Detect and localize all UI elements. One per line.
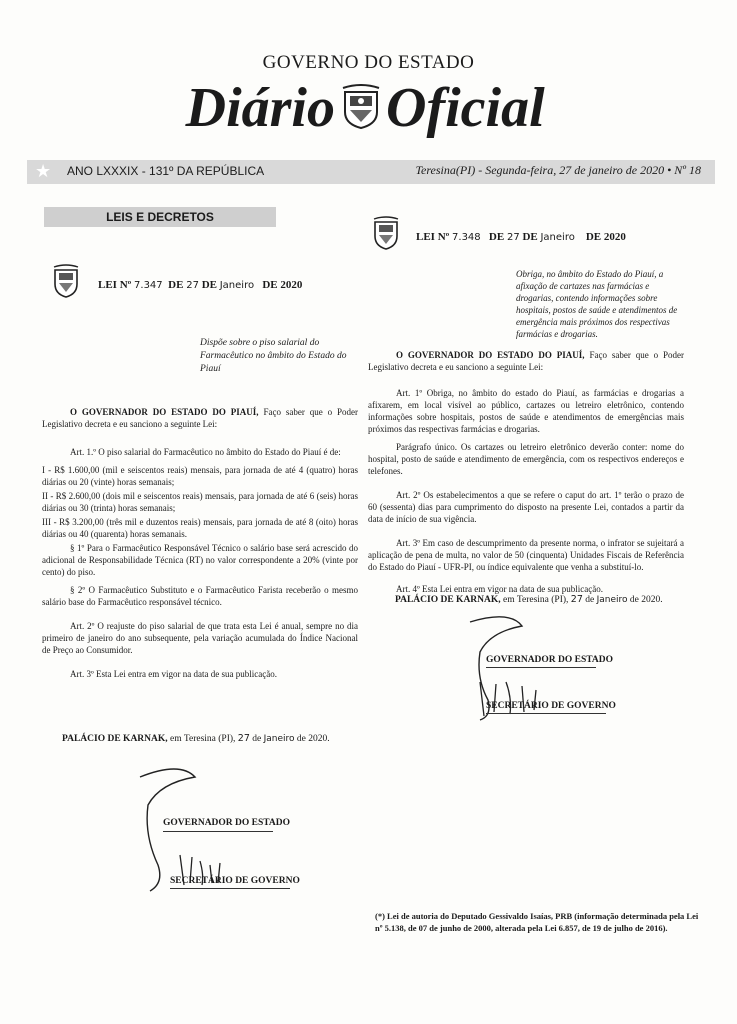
law2-number: 7.348 [452, 232, 481, 243]
law2-ementa: Obriga, no âmbito do Estado do Piauí, a afixação de cartazes nas farmácias e drogarias, contendo informações sobre hospitais, postos de saúde e atendimentos de emergência mais próximos dos respectivas farmácias e drogarias. [516, 269, 678, 339]
law2-intro: Faço saber que o Poder Legislativo decreta e eu sanciono a seguinte Lei: [368, 350, 684, 372]
law1-intro-bold: O GOVERNADOR DO ESTADO DO PIAUÍ, [70, 407, 259, 417]
divider [163, 831, 273, 832]
law1-art2: Art. 2º O reajuste do piso salarial de que trata esta Lei é anual, sempre no dia primeiro de janeiro do ano subsequente, pela variação acumulada do Índice Nacional de Preço ao Consumidor. [42, 621, 358, 655]
law2-governor-title: GOVERNADOR DO ESTADO [486, 655, 614, 665]
law1-ementa: Dispõe sobre o piso salarial do Farmacêutico no âmbito do Estado do Piauí [200, 338, 347, 374]
edition-year-line: ANO LXXXIX - 131º DA REPÚBLICA [67, 164, 265, 178]
law2-de: DE [488, 231, 505, 243]
masthead-title-left: Diário [185, 77, 335, 139]
law1-number-prefix: LEI Nº [98, 279, 132, 291]
law2-body [368, 349, 684, 601]
law2-number-prefix: LEI Nº [416, 231, 450, 243]
law1-city: em Teresina (PI), [170, 734, 236, 744]
law1-inciso-3: III - R$ 3.200,00 (três mil e duzentos reais) mensais, para jornada de até 8 (oito) horas diárias ou 40 (quarenta) horas semanais. [42, 517, 358, 539]
law1-number: 7.347 [134, 280, 163, 291]
law1-de: DE [168, 279, 184, 291]
law2-sign-month: Janeiro [596, 595, 628, 605]
law1-paragraph-2: § 2º O Farmacêutico Substituto e o Farmacêutico Farista receberão o mesmo salário base do Farmacêutico responsável técnico. [42, 585, 358, 607]
law1-sign-year: de 2020. [296, 734, 330, 744]
law2-intro-bold: O GOVERNADOR DO ESTADO DO PIAUÍ, [396, 350, 585, 360]
law2-palace: PALÁCIO DE KARNAK, [395, 595, 501, 605]
law1-governor-title: GOVERNADOR DO ESTADO [163, 818, 291, 828]
law2-art1: Art. 1º Obriga, no âmbito do estado do Piauí, as farmácias e drogarias a afixarem, em local visível ao público, cartazes ou letreiro eletrônico, contendo informações sobre hospitais, postos de saúde e atendimentos de emergências mais próximos das respectivas farmácias e drogarias. [368, 388, 684, 434]
law2-sign-year: de 2020. [629, 595, 663, 605]
law2-secretary-title: SECRETÁRIO DE GOVERNO [486, 701, 616, 711]
law1-de: DE [201, 279, 217, 291]
law1-month: Janeiro [219, 280, 255, 291]
issue-date-line: Teresina(PI) - Segunda-feira, 27 de janeiro de 2020 • Nº 18 [415, 163, 701, 177]
divider [170, 888, 290, 889]
law1-year: DE 2020 [262, 279, 303, 291]
law1-art3: Art. 3º Esta Lei entra em vigor na data de sua publicação. [70, 669, 277, 679]
divider [486, 667, 596, 668]
masthead-title-right: Oficial [386, 77, 545, 139]
law1-inciso-1: I - R$ 1.600,00 (mil e seiscentos reais) mensais, para jornada de até 4 (quatro) horas diárias ou 20 (vinte) horas semanais; [42, 465, 358, 487]
masthead [0, 78, 737, 148]
law2-paragraph-unico: Parágrafo único. Os cartazes ou letreiro eletrônico deverão conter: nome do hospital, posto de saúde e atendimento de emergência, com os respectivos endereços e telefones. [368, 442, 684, 476]
law2-art3: Art. 3º Em caso de descumprimento da presente norma, o infrator se sujeitará a aplicação de pena de multa, no valor de 50 (cinquenta) Unidades Fiscais de Referência do Estado do Piauí - UFR-PI, ou índice equivalente que venha a substituí-lo. [368, 538, 684, 572]
law2-month: Janeiro [540, 232, 575, 243]
law2-heading [416, 231, 626, 243]
section-heading [44, 207, 276, 227]
law2-year: DE 2020 [585, 231, 626, 243]
law1-sign-day: 27 [237, 733, 250, 744]
law2-day: 27 [506, 232, 520, 243]
law2-footnote: (*) Lei de autoria do Deputado Gessivaldo Isaías, PRB (informação determinada pela Lei nº 5.138, de 07 de junho de 2000, alterada pela Lei 6.857, de 19 de julho de 2016). [375, 911, 699, 933]
law1-sign-de: de [252, 734, 262, 744]
law1-art1: Art. 1.º O piso salarial do Farmacêutico no âmbito do Estado do Piauí é de: [70, 447, 341, 457]
law1-intro: Faço saber que o Poder Legislativo decreta e eu sanciono a seguinte Lei: [42, 407, 358, 429]
law2-art4: Art. 4º Esta Lei entra em vigor na data de sua publicação. [396, 584, 603, 594]
state-crest-icon [373, 216, 399, 250]
law2-art2: Art. 2º Os estabelecimentos a que se refere o caput do art. 1º terão o prazo de 60 (sessenta) dias para cumprimento do disposto na presente Lei, contados a partir da data de início de sua vigência. [368, 490, 684, 524]
divider [486, 713, 606, 714]
law1-inciso-2: II - R$ 2.600,00 (dois mil e seiscentos reais) mensais, para jornada de até 6 (seis) horas diárias ou 30 (trinta) horas semanais; [42, 491, 358, 513]
law1-day: 27 [186, 280, 199, 291]
law2-de: DE [522, 231, 538, 243]
law1-body [42, 406, 358, 686]
state-coat-of-arms-icon [341, 84, 381, 130]
law1-secretary-title: SECRETÁRIO DE GOVERNO [170, 876, 300, 886]
law1-heading [98, 279, 302, 291]
government-header: GOVERNO DO ESTADO [262, 52, 475, 73]
issue-info-band [27, 160, 715, 184]
law1-paragraph-1: § 1º Para o Farmacêutico Responsável Técnico o salário base será acrescido do adicional de Responsabilidade Técnica (RT) no valor correspondente a 20% (vinte por cento) do piso. [42, 543, 358, 577]
law2-sign-day: 27 [570, 594, 583, 605]
star-icon: ★ [35, 161, 52, 182]
law2-city: em Teresina (PI), [503, 595, 569, 605]
law1-palace-line [62, 733, 330, 744]
law2-sign-de: de [585, 595, 595, 605]
section-label: LEIS E DECRETOS [106, 210, 214, 224]
law2-palace-line [395, 594, 663, 605]
state-crest-icon [53, 264, 79, 298]
law1-palace: PALÁCIO DE KARNAK, [62, 734, 168, 744]
law1-sign-month: Janeiro [263, 734, 295, 744]
